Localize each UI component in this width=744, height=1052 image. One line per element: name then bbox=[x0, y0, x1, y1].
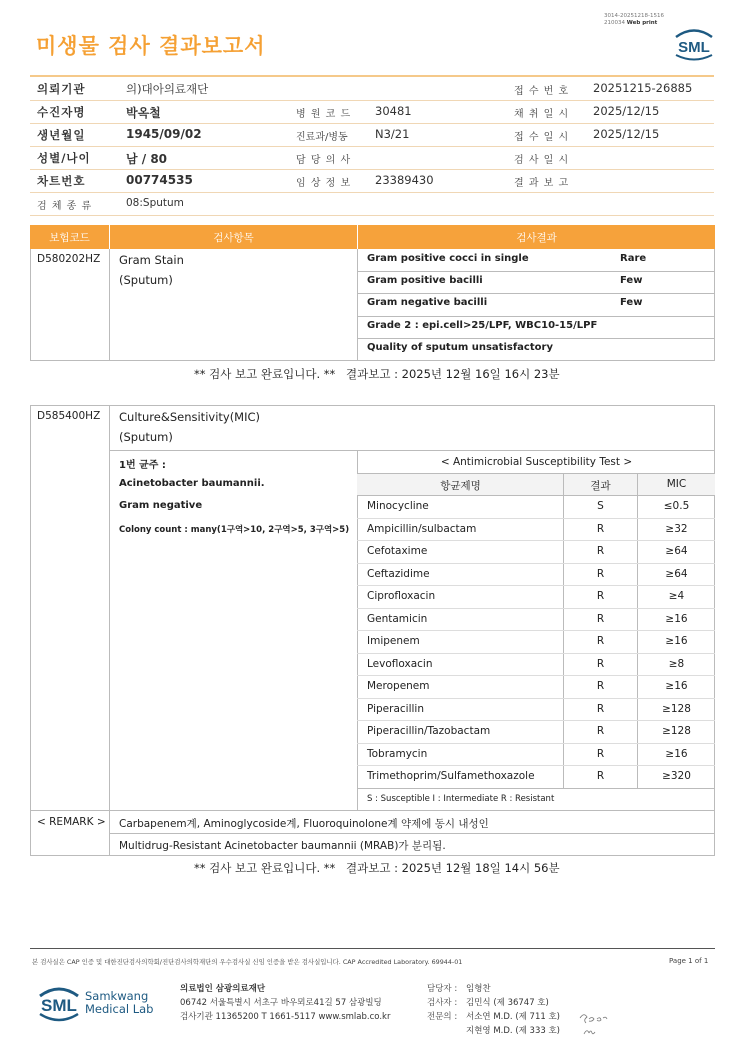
ast-mic: ≥16 bbox=[665, 635, 688, 647]
ast-drug-name: Ceftazidime bbox=[367, 567, 430, 580]
gram-specimen: (Sputum) bbox=[119, 273, 173, 287]
gram-result-label: Gram positive bacilli bbox=[367, 275, 483, 286]
footer-rule bbox=[30, 948, 715, 949]
ast-drug-name: Minocycline bbox=[367, 500, 429, 512]
svg-text:SML: SML bbox=[678, 39, 710, 56]
ast-mic: ≥320 bbox=[662, 770, 691, 782]
grid-line bbox=[109, 249, 110, 361]
grid-line bbox=[357, 720, 715, 721]
institution-value: 의)대아의료재단 bbox=[126, 82, 209, 96]
expert-label: 전문의 : bbox=[427, 1012, 458, 1022]
receipt-no-value: 20251215-26885 bbox=[593, 81, 693, 95]
header-rule bbox=[30, 146, 714, 147]
culture-code: D585400HZ bbox=[37, 410, 101, 422]
ast-mic: ≥64 bbox=[665, 545, 688, 557]
brand-name-line2: Medical Lab bbox=[85, 1002, 154, 1016]
grid-line bbox=[357, 249, 358, 361]
header-rule bbox=[30, 215, 714, 216]
specimen-label: 검 체 종 류 bbox=[37, 201, 93, 212]
brand-name-line1: Samkwang bbox=[85, 989, 149, 1003]
receive-date-value: 2025/12/15 bbox=[593, 127, 660, 141]
expert-name-1: 서소연 M.D. (제 711 호) bbox=[466, 1012, 561, 1022]
grid-line bbox=[357, 518, 715, 519]
hospital-code-value: 30481 bbox=[375, 104, 412, 118]
specimen-value: 08:Sputum bbox=[126, 197, 184, 209]
ast-result: R bbox=[596, 702, 605, 715]
staff-label: 담당자 : bbox=[427, 984, 458, 994]
remark-label: < REMARK > bbox=[37, 816, 106, 828]
test-date-label: 검 사 일 시 bbox=[514, 155, 570, 166]
grid-line bbox=[357, 698, 715, 699]
remark-line-2: Multidrug-Resistant Acinetobacter baumannii (MRAB)가 분리됨. bbox=[119, 840, 446, 852]
ast-result: R bbox=[596, 612, 605, 625]
gram-done-note: ** 검사 보고 완료입니다. ** bbox=[194, 367, 336, 381]
ast-drug-name: Ampicillin/sulbactam bbox=[367, 522, 477, 535]
grid-line bbox=[357, 563, 715, 564]
grid-line bbox=[30, 360, 715, 361]
dept-label: 진료과/병동 bbox=[296, 132, 348, 143]
ast-legend: S : Susceptible I : Intermediate R : Resistant bbox=[367, 794, 555, 804]
dept-value: N3/21 bbox=[375, 127, 410, 141]
gram-type: Gram negative bbox=[119, 500, 203, 511]
signature bbox=[576, 1008, 610, 1042]
ast-col-mic: MIC bbox=[666, 478, 687, 490]
report-code: 210034 bbox=[604, 20, 625, 26]
ast-result: R bbox=[596, 680, 605, 692]
grid-line bbox=[30, 249, 31, 361]
ast-mic: ≥8 bbox=[668, 657, 685, 670]
grid-line bbox=[30, 405, 31, 855]
gram-result-value: Few bbox=[620, 297, 643, 308]
grid-line bbox=[30, 810, 715, 811]
ast-mic: ≥4 bbox=[668, 590, 685, 602]
grid-line bbox=[357, 743, 715, 744]
grid-line bbox=[357, 630, 715, 631]
gram-result-label: Gram negative bacilli bbox=[367, 297, 488, 308]
sml-brand-icon bbox=[36, 980, 82, 1026]
grid-line bbox=[357, 653, 715, 654]
ast-result: R bbox=[596, 545, 605, 557]
grid-line bbox=[109, 405, 110, 855]
culture-specimen: (Sputum) bbox=[119, 430, 173, 444]
gram-code: D580202HZ bbox=[37, 253, 101, 265]
ast-col-result: 결과 bbox=[590, 480, 611, 492]
patient-label: 수진자명 bbox=[37, 105, 86, 119]
grid-line bbox=[357, 540, 715, 541]
grid-line bbox=[357, 788, 715, 789]
ast-result: R bbox=[596, 725, 605, 737]
grid-line bbox=[357, 765, 715, 766]
gram-test-name: Gram Stain bbox=[119, 253, 184, 267]
chart-label: 차트번호 bbox=[37, 174, 86, 188]
ast-mic: ≥64 bbox=[665, 567, 688, 580]
report-id bbox=[604, 13, 664, 27]
header-rule bbox=[30, 123, 714, 124]
grid-line bbox=[357, 338, 715, 339]
ast-drug-name: Piperacillin/Tazobactam bbox=[367, 725, 491, 737]
culture-test-name: Culture&Sensitivity(MIC) bbox=[119, 410, 261, 424]
tester-label: 검사자 : bbox=[427, 998, 458, 1008]
col-item-header: 검사항목 bbox=[213, 232, 254, 244]
ast-result: S bbox=[597, 500, 604, 512]
ast-result: R bbox=[596, 635, 605, 647]
ast-col-drug: 항균제명 bbox=[440, 480, 481, 492]
strain-no: 1번 균주 : bbox=[119, 460, 166, 471]
org-address: 06742 서울특별시 서초구 바우뫼로41길 57 삼광빌딩 bbox=[180, 998, 382, 1008]
sex-age-label: 성별/나이 bbox=[37, 151, 91, 165]
grid-line bbox=[357, 585, 715, 586]
ast-drug-name: Tobramycin bbox=[367, 747, 428, 760]
grid-line bbox=[30, 405, 715, 406]
header-rule bbox=[30, 169, 714, 170]
sex-age-value: 남 / 80 bbox=[126, 152, 168, 166]
gram-result-value: Rare bbox=[620, 253, 647, 264]
grid-line bbox=[109, 833, 715, 834]
ast-drug-name: Piperacillin bbox=[367, 702, 424, 715]
ast-result: R bbox=[596, 657, 605, 670]
ast-drug-name: Imipenem bbox=[367, 635, 420, 647]
org-contact: 검사기관 11365200 T 1661-5117 www.smlab.co.kr bbox=[180, 1012, 391, 1022]
chart-value: 00774535 bbox=[126, 173, 193, 187]
grid-line bbox=[109, 450, 715, 451]
page-title: 미생물 검사 결과보고서 bbox=[36, 34, 266, 58]
footer-sml-logo bbox=[36, 980, 82, 1026]
ast-result: R bbox=[596, 747, 605, 760]
ast-drug-name: Gentamicin bbox=[367, 612, 428, 625]
ast-mic: ≥16 bbox=[665, 612, 688, 625]
gram-result-value: Few bbox=[620, 275, 643, 286]
institution-label: 의뢰기관 bbox=[37, 82, 86, 96]
logo-sml-text: SML bbox=[41, 996, 77, 1015]
grid-line bbox=[357, 608, 715, 609]
ast-drug-name: Cefotaxime bbox=[367, 545, 428, 557]
org-name: 의료법인 삼광의료재단 bbox=[180, 984, 266, 994]
ast-mic: ≥16 bbox=[665, 747, 688, 760]
ast-mic: ≤0.5 bbox=[663, 500, 690, 512]
col-code-header: 보험코드 bbox=[49, 232, 90, 244]
ast-result: R bbox=[596, 770, 605, 782]
clinical-label: 임 상 정 보 bbox=[296, 178, 352, 189]
header-rule bbox=[30, 100, 714, 101]
collect-date-value: 2025/12/15 bbox=[593, 104, 660, 118]
report-date-label: 결 과 보 고 bbox=[514, 178, 570, 189]
ast-mic: ≥128 bbox=[662, 702, 691, 715]
grid-line bbox=[30, 855, 715, 856]
grid-line bbox=[357, 271, 715, 272]
grid-line bbox=[357, 495, 715, 496]
organism-name: Acinetobacter baumannii. bbox=[119, 478, 265, 489]
culture-report-time: 결과보고 : 2025년 12월 18일 14시 56분 bbox=[346, 861, 560, 875]
ast-drug-name: Meropenem bbox=[367, 680, 430, 692]
receipt-no-label: 접 수 번 호 bbox=[514, 86, 570, 97]
expert-name-2: 지현영 M.D. (제 333 호) bbox=[466, 1026, 561, 1036]
gram-report-time: 결과보고 : 2025년 12월 16일 16시 23분 bbox=[346, 367, 560, 381]
clinical-value: 23389430 bbox=[375, 173, 434, 187]
print-type: Web print bbox=[626, 20, 658, 26]
col-result-header: 검사결과 bbox=[516, 232, 557, 244]
sml-logo bbox=[672, 26, 716, 62]
ast-mic: ≥32 bbox=[665, 522, 688, 535]
receive-date-label: 접 수 일 시 bbox=[514, 132, 570, 143]
grid-line bbox=[357, 675, 715, 676]
collect-date-label: 채 취 일 시 bbox=[514, 109, 570, 120]
ast-drug-name: Ciprofloxacin bbox=[367, 590, 436, 602]
cert-statement: 본 검사실은 CAP 인증 및 대한진단검사의학회/진단검사의학재단의 우수검사실 신임 인증을 받은 검사실입니다. CAP Accredited Laboratory. 69944-01 bbox=[32, 958, 463, 966]
ast-result: R bbox=[596, 590, 605, 602]
gram-result-label: Gram positive cocci in single bbox=[367, 253, 529, 264]
culture-done-note: ** 검사 보고 완료입니다. ** bbox=[194, 861, 336, 875]
header-rule bbox=[30, 192, 714, 193]
ast-drug-name: Levofloxacin bbox=[367, 657, 433, 670]
gram-result-label: Grade 2 : epi.cell>25/LPF, WBC10-15/LPF bbox=[367, 320, 598, 331]
ast-title: < Antimicrobial Susceptibility Test > bbox=[440, 456, 633, 468]
ast-result: R bbox=[596, 522, 605, 535]
tester-name: 김민식 (제 36747 호) bbox=[466, 998, 549, 1008]
ast-mic: ≥128 bbox=[662, 725, 691, 737]
grid-line bbox=[357, 293, 715, 294]
birth-value: 1945/09/02 bbox=[126, 127, 202, 141]
grid-line bbox=[714, 249, 715, 361]
signature-icon bbox=[576, 1008, 610, 1042]
page-number: Page 1 of 1 bbox=[669, 957, 709, 965]
ast-mic: ≥16 bbox=[665, 680, 688, 692]
gram-result-label: Quality of sputum unsatisfactory bbox=[367, 342, 553, 353]
colony-count: Colony count : many(1구역>10, 2구역>5, 3구역>5) bbox=[119, 525, 350, 535]
hospital-code-label: 병 원 코 드 bbox=[296, 109, 352, 120]
grid-line bbox=[357, 316, 715, 317]
brand-name bbox=[85, 990, 153, 1016]
ast-result: R bbox=[596, 567, 605, 580]
remark-line-1: Carbapenem계, Aminoglycoside계, Fluoroquinolone계 약제에 동시 내성인 bbox=[119, 818, 489, 830]
sml-logo-icon bbox=[672, 26, 716, 62]
patient-value: 박옥철 bbox=[126, 106, 161, 120]
staff-name: 임형찬 bbox=[466, 984, 491, 994]
doctor-label: 담 당 의 사 bbox=[296, 155, 352, 166]
birth-label: 생년월일 bbox=[37, 128, 86, 142]
header-top-rule bbox=[30, 75, 714, 77]
report-id-text: 3014-20251218-1516 bbox=[604, 13, 664, 19]
ast-drug-name: Trimethoprim/Sulfamethoxazole bbox=[367, 770, 535, 782]
